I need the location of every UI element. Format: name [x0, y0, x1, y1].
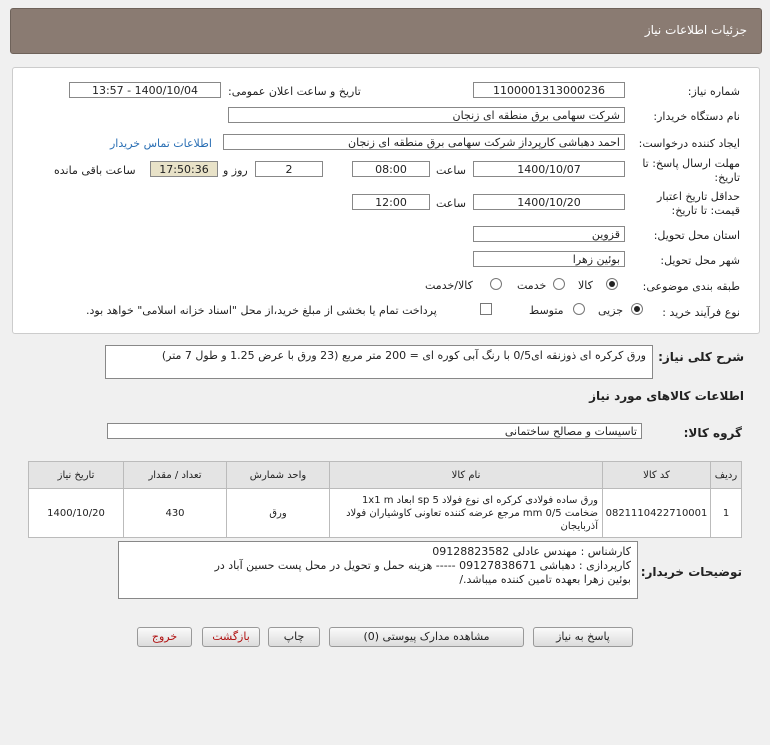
reply-time-label: ساعت	[436, 164, 466, 177]
page-header	[10, 8, 762, 54]
category-goods-label: کالا	[578, 279, 593, 292]
print-button[interactable]: چاپ	[268, 627, 320, 647]
validity-time-label: ساعت	[436, 197, 466, 210]
purchase-medium-radio[interactable]	[573, 303, 585, 315]
goods-table	[28, 461, 742, 538]
buyer-contact-link[interactable]: اطلاعات تماس خریدار	[110, 137, 212, 150]
cell-name: ورق ساده فولادی کرکره ای نوع فولاد sp 5 ابعاد 1x1 m ضخامت 0/5 mm مرجع عرضه کننده تعاونی کاوشیاران فولاد آذربایجان	[330, 489, 603, 538]
price-validity-label: حداقل تاریخ اعتبار	[656, 190, 740, 203]
table-row	[29, 489, 742, 538]
col-code: کد کالا	[603, 462, 711, 489]
goods-group-label: گروه کالا:	[683, 426, 742, 440]
description-text: ورق کرکره ای ذوزنقه ای0/5 با رنگ آبی کوره ای = 200 متر مربع (23 ورق با عرض 1.25 و طول 7 متر)	[161, 349, 646, 362]
category-service-radio[interactable]	[553, 278, 565, 290]
reply-time-field: 08:00	[352, 161, 430, 177]
province-label: استان محل تحویل:	[653, 229, 740, 242]
city-field: بوئین زهرا	[473, 251, 625, 267]
days-field: 2	[255, 161, 323, 177]
city-label: شهر محل تحویل:	[660, 254, 740, 267]
goods-section-title: اطلاعات کالاهای مورد نیاز	[589, 389, 744, 403]
treasury-note: پرداخت تمام یا بخشی از مبلغ خرید،از محل "اسناد خزانه اسلامی" خواهد بود.	[86, 304, 437, 317]
validity-date-field: 1400/10/20	[473, 194, 625, 210]
announce-label: تاریخ و ساعت اعلان عمومی:	[228, 85, 361, 98]
purchase-type-label: نوع فرآیند خرید :	[662, 306, 740, 319]
buyer-notes-line-3: بوئین زهرا بعهده تامین کننده میباشد./	[459, 573, 631, 586]
buyer-notes-line-2: کارپردازی : دهباشی 09127838671 ----- هزینه حمل و تحویل در محل پست حسین آباد در	[214, 559, 631, 572]
reply-deadline-label: مهلت ارسال پاسخ: تا	[642, 157, 740, 170]
description-label: شرح کلی نیاز:	[658, 350, 744, 364]
creator-label: ایجاد کننده درخواست:	[638, 137, 740, 150]
buyer-notes-line-1: کارشناس : مهندس عادلی 09128823582	[432, 545, 631, 558]
remaining-time-field: 17:50:36	[150, 161, 218, 177]
goods-group-field: تاسیسات و مصالح ساختمانی	[107, 423, 642, 439]
treasury-checkbox[interactable]	[480, 303, 492, 315]
category-label: طبقه بندی موضوعی:	[642, 280, 740, 293]
buyer-org-field: شرکت سهامی برق منطقه ای زنجان	[228, 107, 625, 123]
remaining-label: ساعت باقی مانده	[54, 164, 136, 177]
col-name: نام کالا	[330, 462, 603, 489]
cell-qty: 430	[124, 489, 227, 538]
category-service-label: خدمت	[517, 279, 547, 292]
back-button[interactable]: بازگشت	[202, 627, 260, 647]
days-label: روز و	[223, 164, 248, 177]
buyer-org-label: نام دستگاه خریدار:	[653, 110, 740, 123]
cell-date: 1400/10/20	[29, 489, 124, 538]
purchase-medium-label: متوسط	[529, 304, 564, 317]
cell-code: 0821110422710001	[603, 489, 711, 538]
category-goods-radio[interactable]	[606, 278, 618, 290]
col-unit: واحد شمارش	[227, 462, 330, 489]
cell-row: 1	[711, 489, 742, 538]
buyer-notes-box	[118, 541, 638, 599]
purchase-minor-radio[interactable]	[631, 303, 643, 315]
col-row: ردیف	[711, 462, 742, 489]
buyer-notes-label: توضیحات خریدار:	[640, 565, 742, 579]
col-qty: تعداد / مقدار	[124, 462, 227, 489]
creator-field: احمد دهباشی کارپرداز شرکت سهامی برق منطقه ای زنجان	[223, 134, 625, 150]
exit-button[interactable]: خروج	[137, 627, 192, 647]
announce-field: 1400/10/04 - 13:57	[69, 82, 221, 98]
col-date: تاریخ نیاز	[29, 462, 124, 489]
cell-unit: ورق	[227, 489, 330, 538]
purchase-minor-label: جزیی	[598, 304, 624, 317]
province-field: قزوین	[473, 226, 625, 242]
reply-button[interactable]: پاسخ به نیاز	[533, 627, 633, 647]
category-both-label: کالا/خدمت	[425, 279, 473, 292]
validity-time-field: 12:00	[352, 194, 430, 210]
reply-date-field: 1400/10/07	[473, 161, 625, 177]
reply-deadline-label-2: تاریخ:	[714, 171, 740, 184]
attachments-button[interactable]: مشاهده مدارک پیوستی (0)	[329, 627, 524, 647]
need-number-label: شماره نیاز:	[687, 85, 740, 98]
need-number-field: 1100001313000236	[473, 82, 625, 98]
goods-table-header	[29, 462, 742, 489]
page-title: جزئیات اطلاعات نیاز	[644, 23, 747, 37]
category-both-radio[interactable]	[490, 278, 502, 290]
description-box	[105, 345, 653, 379]
price-validity-label-2: قیمت: تا تاریخ:	[671, 204, 740, 217]
